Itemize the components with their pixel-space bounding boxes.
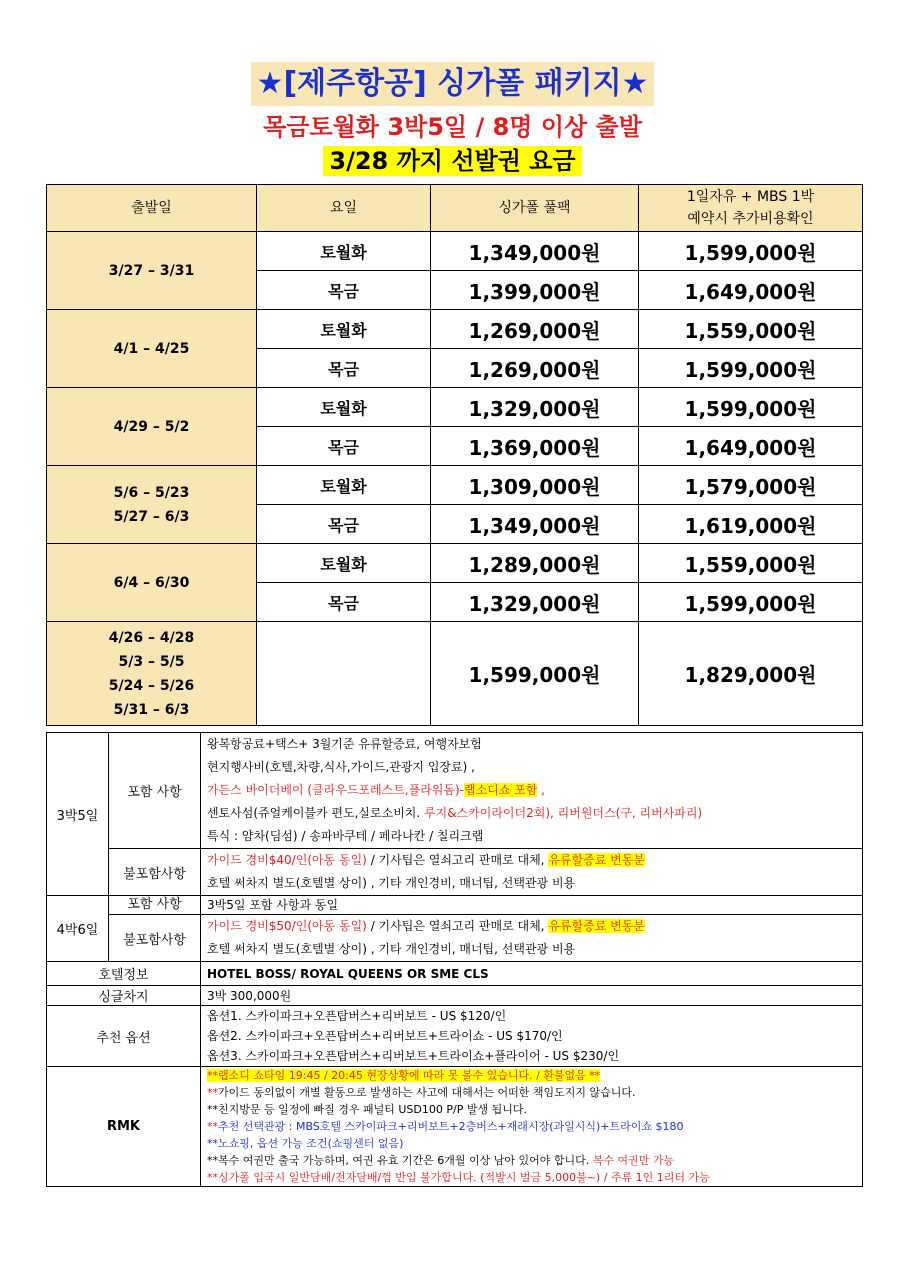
guide-notice: 가이드 동의없이 개별 활동으로 발생하는 사고에 대해서는 어떠한 책임도지지 않습니다. [218, 1086, 636, 1099]
weekday-cell: 토월화 [257, 388, 431, 427]
date-range: 5/6 – 5/23 [113, 484, 190, 501]
weekday-cell: 목금 [257, 271, 431, 310]
mbs-price-cell: 1,559,000원 [639, 310, 863, 349]
header-mbs-line2: 예약시 추가비용확인 [687, 211, 814, 227]
table-row [47, 733, 863, 849]
mbs-price-cell: 1,649,000원 [639, 427, 863, 466]
full-price-cell: 1,349,000원 [431, 505, 639, 544]
nights3-excluded [201, 849, 863, 896]
nights3-included [201, 733, 863, 849]
deadline-banner: 3/28 까지 선발권 요금 [323, 146, 581, 176]
options-label: 추천 옵션 [47, 1006, 201, 1067]
weekday-cell: 토월화 [257, 232, 431, 271]
list-item: **싱가폴 입국시 일반담배/전자담배/껌 반입 불가합니다. (적발시 벌금 5,000불~) / 주류 1인 1리터 가능 [207, 1171, 710, 1184]
info-table [46, 732, 863, 1187]
full-price-cell: 1,269,000원 [431, 349, 639, 388]
list-item [207, 1118, 862, 1135]
included-label: 포함 사항 [109, 733, 201, 849]
asterisks: ** [207, 1120, 218, 1133]
excluded-label: 불포함사항 [109, 849, 201, 896]
mbs-price-cell: 1,599,000원 [639, 349, 863, 388]
asterisks: ** [207, 1086, 218, 1099]
date-range: 4/29 – 5/2 [113, 418, 190, 435]
weekday-cell: 목금 [257, 427, 431, 466]
list-item [207, 1067, 862, 1084]
weekday-cell: 토월화 [257, 310, 431, 349]
full-price-cell: 1,289,000원 [431, 544, 639, 583]
date-cell [47, 388, 257, 466]
header-weekday: 요일 [257, 185, 431, 232]
rhapsody-highlight: 랩소디쇼 포함 [463, 783, 538, 797]
mbs-price-cell: 1,649,000원 [639, 271, 863, 310]
rhapsody-notice: **랩소디 쇼타임 19:45 / 20:45 현장상황에 따라 못 볼수 있습니다. / 환불없음 ** [207, 1069, 601, 1082]
date-range: 5/27 – 6/3 [113, 508, 190, 525]
fuel-surcharge-highlight: 유류할증료 변동분 [548, 853, 645, 867]
date-range: 6/4 – 6/30 [113, 574, 190, 591]
gardens-text: 가든스 바이더베이 (클라우드포레스트,플라워돔)- [207, 783, 464, 797]
list-item: 특식 : 얌차(딤섬) / 송파바쿠테 / 페라나칸 / 칠리크랩 [207, 829, 484, 843]
full-price-cell: 1,329,000원 [431, 583, 639, 622]
full-price-cell: 1,369,000원 [431, 427, 639, 466]
list-item: 옵션1. 스카이파크+오픈탑버스+리버보트 - US $120/인 [207, 1009, 507, 1023]
rmk-label: RMK [47, 1067, 201, 1187]
full-price-cell: 1,269,000원 [431, 310, 639, 349]
mbs-price-cell: 1,829,000원 [639, 622, 863, 726]
table-row [47, 232, 863, 271]
date-cell [47, 466, 257, 544]
header-full-package: 싱가폴 풀팩 [431, 185, 639, 232]
list-item: 왕복항공료+택스+ 3월기준 유류할증료, 여행자보험 [207, 737, 482, 751]
table-row [47, 896, 863, 915]
list-item [207, 1152, 862, 1169]
mbs-price-cell: 1,599,000원 [639, 583, 863, 622]
page-title: ★[제주항공] 싱가폴 패키지★ [251, 62, 655, 106]
table-row [47, 1067, 863, 1187]
nights4-label: 4박6일 [47, 896, 109, 962]
table-row [47, 849, 863, 896]
date-cell [47, 622, 257, 726]
table-row [47, 915, 863, 962]
included-label: 포함 사항 [109, 896, 201, 915]
date-cell [47, 310, 257, 388]
table-row [47, 310, 863, 349]
full-price-cell: 1,349,000원 [431, 232, 639, 271]
date-range: 5/3 – 5/5 [118, 653, 185, 670]
list-item [207, 779, 862, 802]
single-charge-label: 싱글차지 [47, 986, 201, 1006]
list-item: 호텔 써차지 별도(호텔별 상이) , 기타 개인경비, 매너팁, 선택관광 비용 [207, 942, 576, 956]
passport-notice: **복수 여권만 출국 가능하며, 여권 유효 기간은 6개월 이상 남아 있어야 합니다. [207, 1154, 593, 1167]
weekday-cell: 목금 [257, 349, 431, 388]
list-item: 호텔 써차지 별도(호텔별 상이) , 기타 개인경비, 매너팁, 선택관광 비용 [207, 876, 576, 890]
list-item: **노쇼핑, 옵션 가능 조건(쇼핑센터 없음) [207, 1137, 404, 1150]
header-departure: 출발일 [47, 185, 257, 232]
separator: , [537, 783, 545, 797]
date-cell [47, 232, 257, 310]
list-item [207, 849, 862, 872]
recommended-tour: 추천 선택관광 : MBS호텔 스카이파크+리버보트+2층버스+재래시장(과일시식)+트라이쇼 $180 [218, 1120, 684, 1133]
full-price-cell: 1,599,000원 [431, 622, 639, 726]
luge-text: 루지&스카이라이더2회), 리버원더스(구, 리버사파리) [424, 806, 703, 820]
list-item: **친지방문 등 일정에 빠질 경우 패널티 USD100 P/P 발생 됩니다. [207, 1103, 527, 1116]
date-range: 3/27 – 3/31 [108, 262, 195, 279]
table-row [47, 986, 863, 1006]
table-row [47, 466, 863, 505]
mbs-price-cell: 1,599,000원 [639, 388, 863, 427]
tip-text: / 기사팁은 열쇠고리 판매로 대체, [366, 919, 549, 933]
mbs-price-cell: 1,579,000원 [639, 466, 863, 505]
list-item [207, 915, 862, 938]
mbs-price-cell: 1,599,000원 [639, 232, 863, 271]
weekday-cell: 토월화 [257, 544, 431, 583]
full-price-cell: 1,329,000원 [431, 388, 639, 427]
date-range: 4/1 – 4/25 [113, 340, 190, 357]
nights4-excluded [201, 915, 863, 962]
nights3-label: 3박5일 [47, 733, 109, 896]
page-subtitle: 목금토월화 3박5일 / 8명 이상 출발 [263, 113, 642, 141]
page-header [0, 62, 905, 176]
price-table [46, 184, 863, 726]
table-row [47, 962, 863, 986]
date-range: 5/31 – 6/3 [113, 701, 190, 718]
date-range: 4/26 – 4/28 [108, 629, 195, 646]
list-item: 옵션2. 스카이파크+오픈탑버스+리버보트+트라이쇼 - US $170/인 [207, 1029, 563, 1043]
header-mbs-line1: 1일자유 + MBS 1박 [686, 189, 815, 205]
weekday-cell: 토월화 [257, 466, 431, 505]
passport-highlight: 복수 여권만 가능 [592, 1154, 675, 1167]
tip-text: / 기사팁은 열쇠고리 판매로 대체, [366, 853, 549, 867]
hotel-value: HOTEL BOSS/ ROYAL QUEENS OR SME CLS [201, 962, 863, 986]
fuel-surcharge-highlight: 유류할증료 변동분 [548, 919, 645, 933]
nights4-included: 3박5일 포함 사항과 동일 [201, 896, 863, 915]
date-cell [47, 544, 257, 622]
table-row [47, 1006, 863, 1067]
list-item [207, 802, 862, 825]
mbs-price-cell: 1,619,000원 [639, 505, 863, 544]
hotel-label: 호텔정보 [47, 962, 201, 986]
mbs-price-cell: 1,559,000원 [639, 544, 863, 583]
table-row [47, 544, 863, 583]
sentosa-text: 센토사섬(쥬얼케이블카 편도,실로소비치. [207, 806, 425, 820]
table-row [47, 388, 863, 427]
options-list [201, 1006, 863, 1067]
full-price-cell: 1,309,000원 [431, 466, 639, 505]
single-charge-value: 3박 300,000원 [201, 986, 863, 1006]
rmk-list [201, 1067, 863, 1187]
weekday-cell [257, 622, 431, 726]
list-item: 옵션3. 스카이파크+오픈탑버스+리버보트+트라이쇼+플라이어 - US $230/인 [207, 1049, 620, 1063]
guide-fee: 가이드 경비$40/인(아동 동일) [207, 853, 367, 867]
weekday-cell: 목금 [257, 583, 431, 622]
date-range: 5/24 – 5/26 [108, 677, 195, 694]
table-row [47, 622, 863, 726]
weekday-cell: 목금 [257, 505, 431, 544]
guide-fee: 가이드 경비$50/인(아동 동일) [207, 919, 367, 933]
full-price-cell: 1,399,000원 [431, 271, 639, 310]
list-item [207, 1084, 862, 1101]
excluded-label: 불포함사항 [109, 915, 201, 962]
header-mbs-option [639, 185, 863, 232]
list-item: 현지행사비(호텔,차량,식사,가이드,관광지 입장료) , [207, 760, 475, 774]
